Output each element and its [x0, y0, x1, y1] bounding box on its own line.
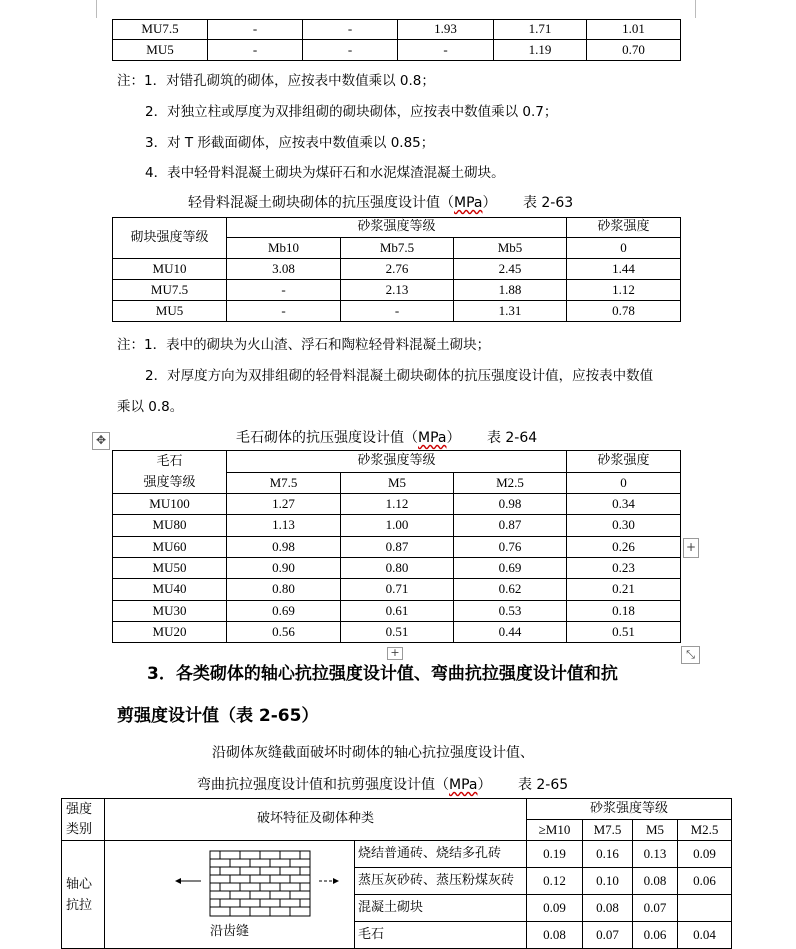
- table-row: [113, 40, 681, 61]
- table-row: [113, 259, 681, 280]
- table-cell: -: [398, 40, 494, 61]
- header-cell: 砂浆强度: [567, 451, 681, 473]
- table-row: [113, 280, 681, 301]
- figure-label: 沿齿缝: [209, 924, 249, 939]
- caption-unit: MPa: [454, 195, 483, 211]
- table-2-65: [61, 798, 732, 949]
- table-cell: MU10: [113, 259, 227, 280]
- table-cell: 0.76: [454, 537, 567, 558]
- caption-text: 弯曲抗拉强度设计值和抗剪强度设计值（: [197, 777, 449, 793]
- table-cell: 蒸压灰砂砖、蒸压粉煤灰砖: [355, 868, 527, 895]
- table-cell: MU50: [113, 558, 227, 579]
- table-cell: 0.30: [567, 515, 681, 537]
- table-row: [113, 537, 681, 558]
- table-number: 表 2-65: [517, 777, 569, 793]
- table-cell: 0.26: [567, 537, 681, 558]
- header-cell: 砂浆强度等级: [527, 799, 732, 820]
- table-header-row: [113, 451, 681, 473]
- header-cell: M7.5: [583, 820, 633, 841]
- page-edge-top-left: [96, 0, 97, 18]
- header-cell: [62, 799, 105, 841]
- caption-text: 轻骨料混凝土砌块砌体的抗压强度设计值（: [188, 195, 454, 211]
- table-cell: 1.27: [227, 494, 341, 515]
- table-cell: 3.08: [227, 259, 341, 280]
- table-header-row: [62, 799, 732, 820]
- table-cell: -: [303, 20, 398, 40]
- table-cell: 0.44: [454, 622, 567, 643]
- table-caption: [236, 427, 537, 447]
- header-cell: 砂浆强度: [567, 218, 681, 238]
- table-cell: 0.23: [567, 558, 681, 579]
- table-cell: 0.18: [567, 601, 681, 622]
- caption-unit: MPa: [449, 777, 478, 793]
- header-cell: M2.5: [678, 820, 732, 841]
- category-line: 轴心: [66, 876, 93, 892]
- note-line: 注：1．表中的砌块为火山渣、浮石和陶粒轻骨料混凝土砌块；: [117, 337, 491, 353]
- table-cell: 1.19: [494, 40, 587, 61]
- table-row: [113, 20, 681, 40]
- brick-wall-figure: [105, 841, 355, 937]
- table-row: [113, 579, 681, 601]
- table-cell: 0.16: [583, 841, 633, 868]
- table-cell: 0.08: [527, 922, 583, 949]
- table-top-continuation: [112, 19, 681, 61]
- table-cell: MU40: [113, 579, 227, 601]
- table-resize-handle-icon[interactable]: ⤡: [681, 646, 700, 664]
- header-cell: Mb5: [454, 238, 567, 259]
- table-cell: 0.21: [567, 579, 681, 601]
- table-row: [62, 841, 732, 868]
- table-move-handle-icon[interactable]: ✥: [92, 432, 110, 450]
- table-row: [113, 301, 681, 322]
- header-cell: ≥M10: [527, 820, 583, 841]
- table-cell: 0.13: [633, 841, 678, 868]
- table-row: [113, 601, 681, 622]
- header-cell: 砌块强度等级: [113, 218, 227, 259]
- table-cell: 0.06: [678, 868, 732, 895]
- table-cell: 0.09: [678, 841, 732, 868]
- header-cell-line: 类别: [66, 821, 93, 837]
- table-cell: -: [208, 40, 303, 61]
- table-caption: [188, 192, 573, 212]
- note-line: 3．对 T 形截面砌体，应按表中数值乘以 0.85；: [145, 135, 435, 151]
- table-cell: MU7.5: [113, 280, 227, 301]
- header-cell: Mb7.5: [341, 238, 454, 259]
- category-line: 抗拉: [66, 897, 93, 913]
- header-cell: 0: [567, 238, 681, 259]
- add-row-plus-icon[interactable]: +: [387, 647, 403, 660]
- table-number: 表 2-63: [522, 195, 574, 211]
- table-cell: 0.90: [227, 558, 341, 579]
- table-cell: 0.06: [633, 922, 678, 949]
- table-cell: 0.87: [341, 537, 454, 558]
- caption-text-end: ）: [477, 777, 492, 793]
- table-cell: 1.71: [494, 20, 587, 40]
- table-row: [113, 558, 681, 579]
- header-cell: M2.5: [454, 472, 567, 494]
- table-cell: -: [227, 301, 341, 322]
- table-cell: 0.78: [567, 301, 681, 322]
- header-cell: 砂浆强度等级: [227, 218, 567, 238]
- header-cell-line: 毛石: [156, 454, 183, 469]
- table-cell: -: [303, 40, 398, 61]
- table-cell: 0.07: [633, 895, 678, 922]
- table-cell: 烧结普通砖、烧结多孔砖: [355, 841, 527, 868]
- table-cell: 0.08: [633, 868, 678, 895]
- header-cell: [113, 451, 227, 494]
- table-cell: 0.56: [227, 622, 341, 643]
- table-cell: -: [208, 20, 303, 40]
- header-cell: M5: [341, 472, 454, 494]
- table-cell: 1.44: [567, 259, 681, 280]
- note-line: 2．对厚度方向为双排组砌的轻骨料混凝土砌块砌体的抗压强度设计值，应按表中数值: [145, 368, 654, 384]
- table-cell: -: [341, 301, 454, 322]
- table-cell: 1.31: [454, 301, 567, 322]
- table-cell: 1.01: [587, 20, 681, 40]
- table-cell: 1.13: [227, 515, 341, 537]
- table-cell: 0.69: [454, 558, 567, 579]
- table-header-row: [113, 218, 681, 238]
- table-cell: 0.87: [454, 515, 567, 537]
- table-cell: 0.70: [587, 40, 681, 61]
- caption-text: 毛石砌体的抗压强度设计值（: [236, 430, 418, 446]
- header-cell: Mb10: [227, 238, 341, 259]
- table-cell: 1.88: [454, 280, 567, 301]
- table-caption: 沿砌体灰缝截面破坏时砌体的轴心抗拉强度设计值、: [212, 745, 534, 761]
- table-cell: 0.51: [567, 622, 681, 643]
- table-cell: 0.12: [527, 868, 583, 895]
- table-cell: 0.04: [678, 922, 732, 949]
- table-cell: MU60: [113, 537, 227, 558]
- header-cell: 0: [567, 472, 681, 494]
- table-cell: 0.80: [227, 579, 341, 601]
- note-line: 4．表中轻骨料混凝土砌块为煤矸石和水泥煤渣混凝土砌块。: [145, 165, 505, 181]
- page-edge-top-right: [695, 0, 696, 18]
- table-cell: 2.76: [341, 259, 454, 280]
- note-line: 2．对独立柱或厚度为双排组砌的砌块砌体，应按表中数值乘以 0.7；: [145, 104, 558, 120]
- table-2-64: [112, 450, 681, 643]
- table-cell: MU20: [113, 622, 227, 643]
- table-cell: 0.53: [454, 601, 567, 622]
- table-cell: MU5: [113, 40, 208, 61]
- table-cell: 0.62: [454, 579, 567, 601]
- table-cell: MU30: [113, 601, 227, 622]
- add-column-plus-icon[interactable]: +: [683, 538, 699, 558]
- table-cell: MU5: [113, 301, 227, 322]
- table-cell: 0.80: [341, 558, 454, 579]
- table-cell: 0.10: [583, 868, 633, 895]
- table-cell: 1.12: [567, 280, 681, 301]
- category-cell: [62, 841, 105, 949]
- header-cell-line: 强度: [66, 801, 93, 817]
- table-cell: MU100: [113, 494, 227, 515]
- section-heading: 剪强度设计值（表 2-65）: [117, 706, 319, 726]
- table-cell: 0.34: [567, 494, 681, 515]
- table-row: [113, 622, 681, 643]
- table-cell: 0.09: [527, 895, 583, 922]
- table-cell: 1.93: [398, 20, 494, 40]
- table-cell: 0.61: [341, 601, 454, 622]
- header-cell: M7.5: [227, 472, 341, 494]
- caption-text-end: ）: [446, 430, 461, 446]
- note-line: 乘以 0.8。: [117, 399, 184, 415]
- table-cell: 毛石: [355, 922, 527, 949]
- table-cell: 1.12: [341, 494, 454, 515]
- table-cell: 0.08: [583, 895, 633, 922]
- table-cell: 2.13: [341, 280, 454, 301]
- table-cell: 混凝土砌块: [355, 895, 527, 922]
- table-cell: -: [227, 280, 341, 301]
- table-2-63: [112, 217, 681, 322]
- table-caption: [197, 774, 568, 794]
- table-number: 表 2-64: [486, 430, 538, 446]
- table-cell: 0.07: [583, 922, 633, 949]
- table-cell: 0.98: [454, 494, 567, 515]
- table-row: [113, 515, 681, 537]
- table-cell: 0.98: [227, 537, 341, 558]
- table-cell: 2.45: [454, 259, 567, 280]
- table-cell: 0.51: [341, 622, 454, 643]
- note-line: 注：1．对错孔砌筑的砌体，应按表中数值乘以 0.8；: [117, 73, 435, 89]
- table-row: [113, 494, 681, 515]
- header-cell: 破坏特征及砌体种类: [105, 799, 527, 841]
- table-cell: MU7.5: [113, 20, 208, 40]
- table-cell: 0.69: [227, 601, 341, 622]
- table-cell: MU80: [113, 515, 227, 537]
- header-cell-line: 强度等级: [143, 475, 196, 490]
- header-cell: 砂浆强度等级: [227, 451, 567, 473]
- section-heading: 3．各类砌体的轴心抗拉强度设计值、弯曲抗拉强度设计值和抗: [147, 664, 618, 684]
- table-cell: 0.71: [341, 579, 454, 601]
- table-cell: 0.19: [527, 841, 583, 868]
- figure-cell: [105, 841, 355, 949]
- caption-unit: MPa: [418, 430, 447, 446]
- caption-text-end: ）: [482, 195, 497, 211]
- table-cell: [678, 895, 732, 922]
- header-cell: M5: [633, 820, 678, 841]
- table-cell: 1.00: [341, 515, 454, 537]
